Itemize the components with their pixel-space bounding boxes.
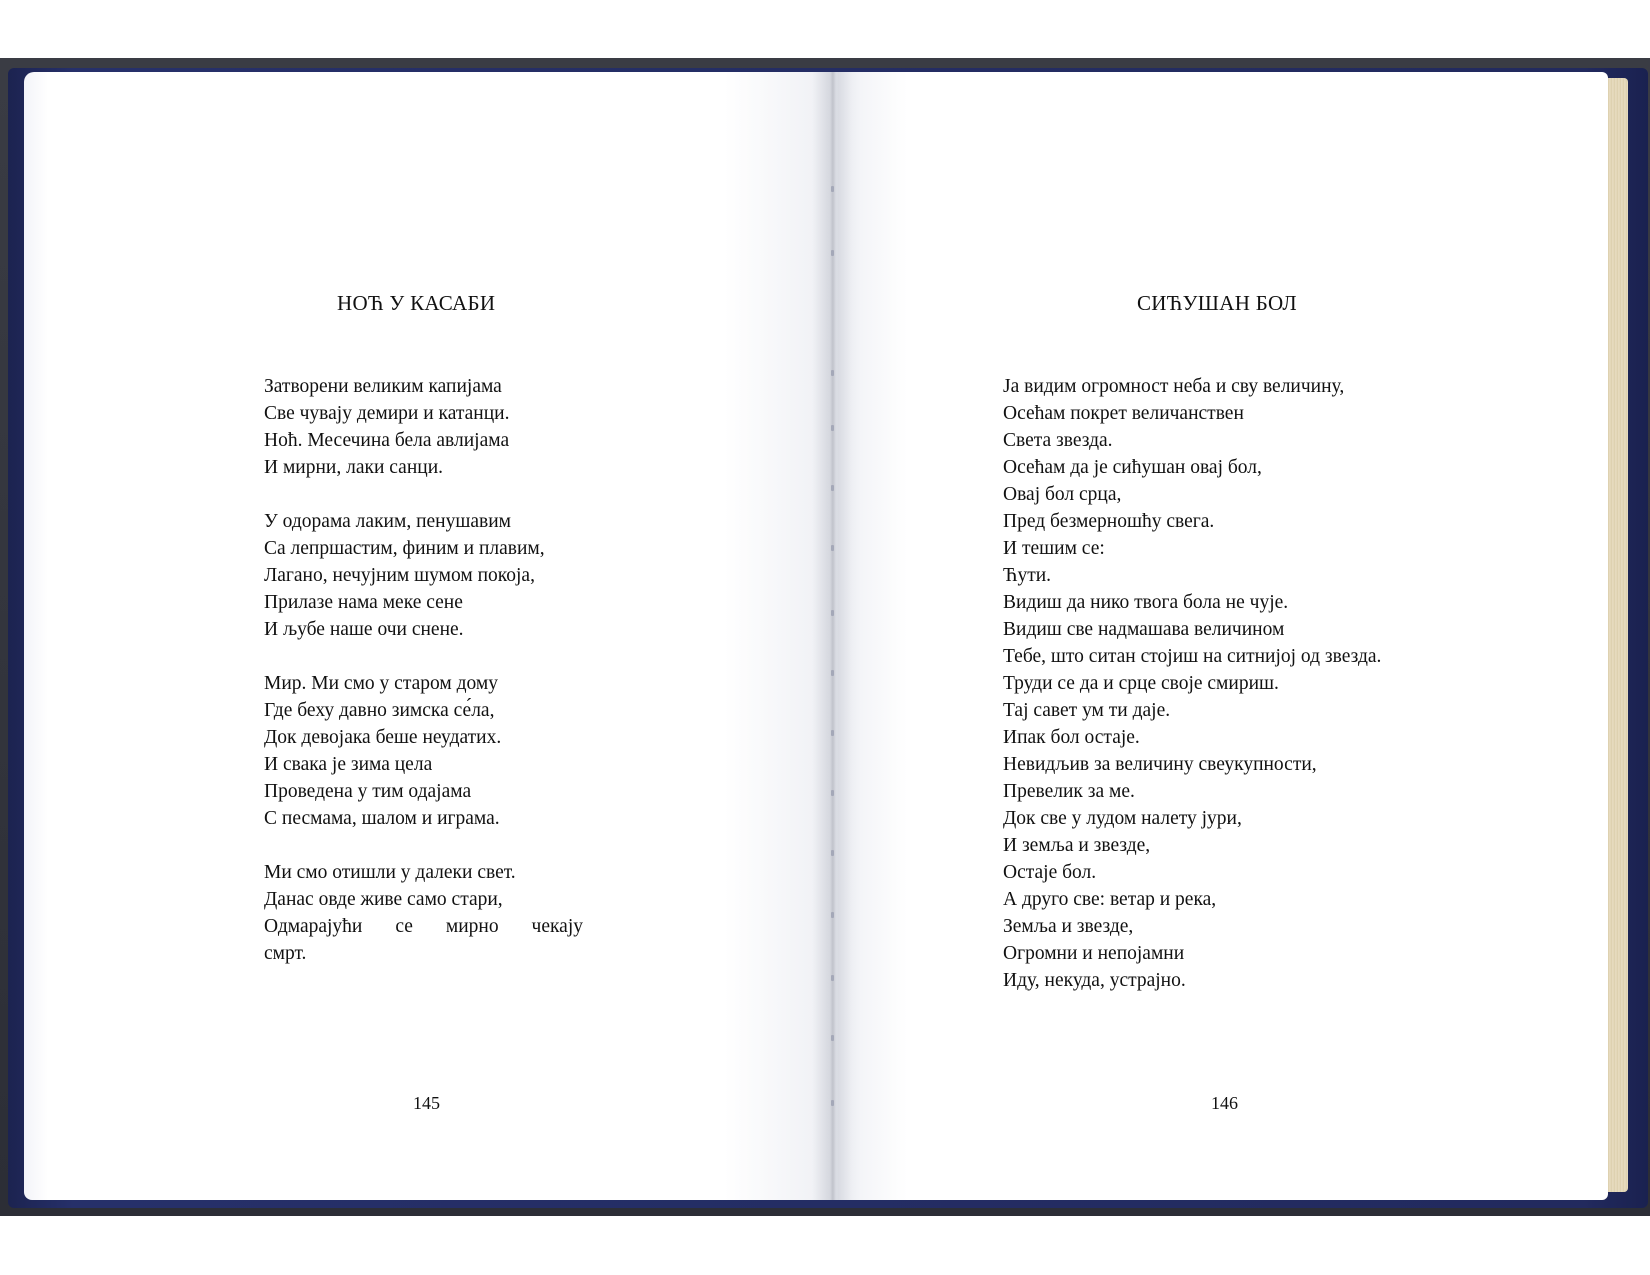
poem-line: смрт. [264,943,307,964]
binding-stitch [831,790,834,796]
binding-stitch [831,670,834,676]
poem-line: Проведена у тим одајама [264,781,472,802]
poem-line: Ја видим огромност неба и сву величину, [1003,376,1345,397]
poem-line: Ћути. [1003,565,1052,586]
poem-line: У одорама лаким, пенушавим [264,511,511,532]
poem-line: Пред безмерношћу свега. [1003,511,1215,532]
poem-line: И тешим се: [1003,538,1105,559]
poem-line: Овај бол срца, [1003,484,1122,505]
poem-line: Са лепршастим, финим и плавим, [264,538,545,559]
poem-line: Видиш све надмашава величином [1003,619,1285,640]
poem-line: Остаје бол. [1003,862,1097,883]
binding-stitch [831,1100,834,1106]
poem-line: Прилазе нама меке сене [264,592,463,613]
page-number-left: 145 [413,1093,440,1113]
page-number-right: 146 [1211,1093,1238,1113]
poem-body-right [1003,373,1473,994]
poem-line: Огромни и непојамни [1003,943,1185,964]
page-fore-edge [1606,78,1628,1192]
poem-line: Док све у лудом налету јури, [1003,808,1242,829]
binding-stitch [831,485,834,491]
poem-line: Ми смо отишли у далеки свет. [264,862,516,883]
poem-line: Тебе, што ситан стојиш на ситнијој од звезда. [1003,646,1382,667]
binding-stitch [831,545,834,551]
binding-stitch [831,250,834,256]
poem-line: Осећам покрет величанствен [1003,403,1244,424]
poem-line: И земља и звезде, [1003,835,1151,856]
poem-line: Иду, некуда, устрајно. [1003,970,1186,991]
poem-line: И мирни, лаки санци. [264,457,444,478]
poem-title-right: СИЋУШАН БОЛ [1137,291,1297,315]
stanza [264,508,583,643]
poem-line: Осећам да је сићушан овај бол, [1003,457,1262,478]
stanza [264,373,583,481]
binding-stitch [831,186,834,192]
binding-stitch [831,850,834,856]
poem-title-left: НОЋ У КАСАБИ [337,291,496,315]
poem-line: Тај савет ум ти даје. [1003,700,1171,721]
poem-line: Ноћ. Месечина бела авлијама [264,430,510,451]
poem-line: Мир. Ми смо у старом дому [264,673,498,694]
poem-line: Одмарајући се мирно чекају [264,916,583,937]
binding-stitch [831,370,834,376]
poem-line: Све чувају демири и катанци. [264,403,510,424]
poem-line: Ипак бол остаје. [1003,727,1140,748]
poem-line: Света звезда. [1003,430,1113,451]
binding-stitch [831,610,834,616]
poem-line: Док девојака беше неудатих. [264,727,502,748]
poem-line: Затворени великим капијама [264,376,502,397]
poem-line: А друго све: ветар и река, [1003,889,1217,910]
poem-line: Превелик за ме. [1003,781,1135,802]
book-gutter [812,72,852,1200]
binding-stitch [831,1035,834,1041]
poem-line: Земља и звезде, [1003,916,1134,937]
poem-line: Невидљив за величину свеукупности, [1003,754,1317,775]
poem-line: Где беху давно зимска се́ла, [264,700,495,721]
stanza [264,670,583,832]
binding-stitch [831,912,834,918]
binding-stitch [831,730,834,736]
poem-line: И свака је зима цела [264,754,433,775]
binding-stitch [831,975,834,981]
poem-line: С песмама, шалом и играма. [264,808,500,829]
poem-line: И љубе наше очи снене. [264,619,464,640]
binding-stitch [831,425,834,431]
stanza [264,859,583,967]
poem-line: Лагано, нечујним шумом покоја, [264,565,535,586]
poem-body-left [264,373,583,967]
poem-line: Видиш да нико твога бола не чује. [1003,592,1289,613]
poem-line: Данас овде живе само стари, [264,889,503,910]
poem-line: Труди се да и срце своје смириш. [1003,673,1279,694]
